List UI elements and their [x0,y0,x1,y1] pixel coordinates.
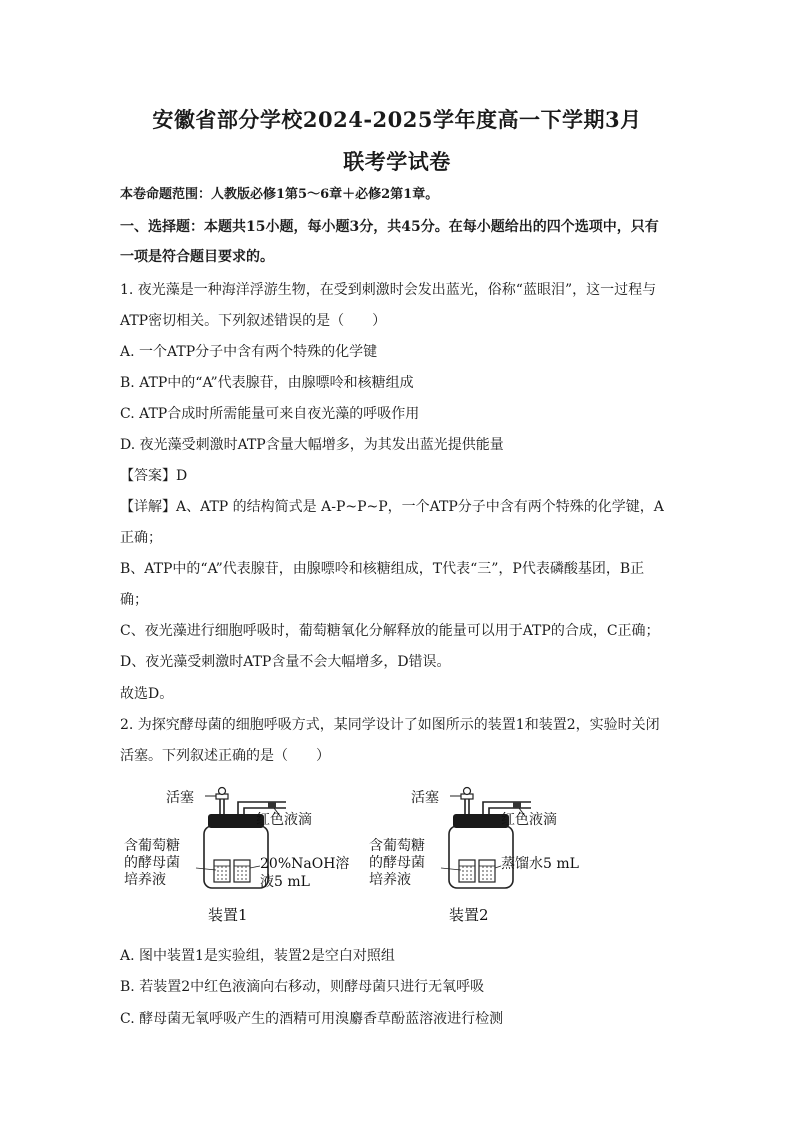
device1-valve-label: 活塞 [166,790,194,806]
q1-answer: 【答案】D [120,468,188,484]
device1-caption: 装置1 [208,906,248,924]
page-subtitle: 联考学试卷 [343,149,451,174]
q1-detail-line: C、夜光藻进行细胞呼吸时，葡萄糖氧化分解释放的能量可以用于ATP的合成，C正确； [120,623,660,639]
q2-option-a: A. 图中装置1是实验组，装置2是空白对照组 [120,948,395,964]
q1-detail-line: D、夜光藻受刺激时ATP含量不会大幅增多，D错误。 [120,654,451,670]
device2-droplet-label: 红色液滴 [501,812,557,828]
device2-solution-label: 蒸馏水5 mL [501,856,579,872]
device1-droplet-label: 红色液滴 [256,812,312,828]
q1-option-b: B. ATP中的“A”代表腺苷，由腺嘌呤和核糖组成 [120,375,414,391]
device1-solution-label: 20%NaOH溶 [260,856,350,872]
q1-conclusion: 故选D。 [120,686,174,702]
q2-stem: 2. 为探究酵母菌的细胞呼吸方式，某同学设计了如图所示的装置1和装置2，实验时关闭 [120,717,660,733]
device1-culture-label: 的酵母菌 [124,855,180,871]
device2-culture-label: 培养液 [369,872,411,888]
q1-stem: 1. 夜光藻是一种海洋浮游生物，在受到刺激时会发出蓝光，俗称“蓝眼泪”，这一过程与 [120,282,657,298]
q1-detail-line: 【详解】A、ATP 的结构简式是 A-P~P~P，一个ATP分子中含有两个特殊的化学键，A [120,499,664,515]
q1-detail-line: 正确； [120,530,162,546]
q1-option-d: D. 夜光藻受刺激时ATP含量大幅增多，为其发出蓝光提供能量 [120,437,504,453]
section-heading: 一、选择题：本题共15小题，每小题3分，共45分。在每小题给出的四个选项中，只有 [120,219,659,235]
section-heading-cont: 一项是符合题目要求的。 [120,249,274,265]
device-2 [369,788,579,925]
device2-culture-label: 含葡萄糖 [369,838,425,854]
device1-solution-label: 液5 mL [260,874,310,890]
device-1 [124,788,349,925]
device2-caption: 装置2 [449,906,489,924]
q1-option-c: C. ATP合成时所需能量可来自夜光藻的呼吸作用 [120,406,420,422]
page-title: 安徽省部分学校2024-2025学年度高一下学期3月 [152,107,642,132]
red-droplet-1-icon [268,802,276,808]
exam-scope: 本卷命题范围：人教版必修1第5～6章＋必修2第1章。 [120,187,439,202]
q2-option-b: B. 若装置2中红色液滴向右移动，则酵母菌只进行无氧呼吸 [120,979,485,995]
q2-stem-cont: 活塞。下列叙述正确的是（ ） [120,748,330,764]
q2-option-c: C. 酵母菌无氧呼吸产生的酒精可用溴麝香草酚蓝溶液进行检测 [120,1011,504,1027]
q1-detail-line: B、ATP中的“A”代表腺苷，由腺嘌呤和核糖组成，T代表“三”，P代表磷酸基团，B正 [120,561,645,577]
q1-option-a: A. 一个ATP分子中含有两个特殊的化学键 [120,344,378,360]
device1-culture-label: 培养液 [124,872,166,888]
red-droplet-2-icon [513,802,521,808]
q1-stem-cont: ATP密切相关。下列叙述错误的是（ ） [120,313,387,329]
device1-culture-label: 含葡萄糖 [124,838,180,854]
q1-detail-line: 确； [120,592,148,608]
device2-culture-label: 的酵母菌 [369,855,425,871]
experiment-figure [120,780,680,930]
device2-valve-label: 活塞 [411,790,439,806]
